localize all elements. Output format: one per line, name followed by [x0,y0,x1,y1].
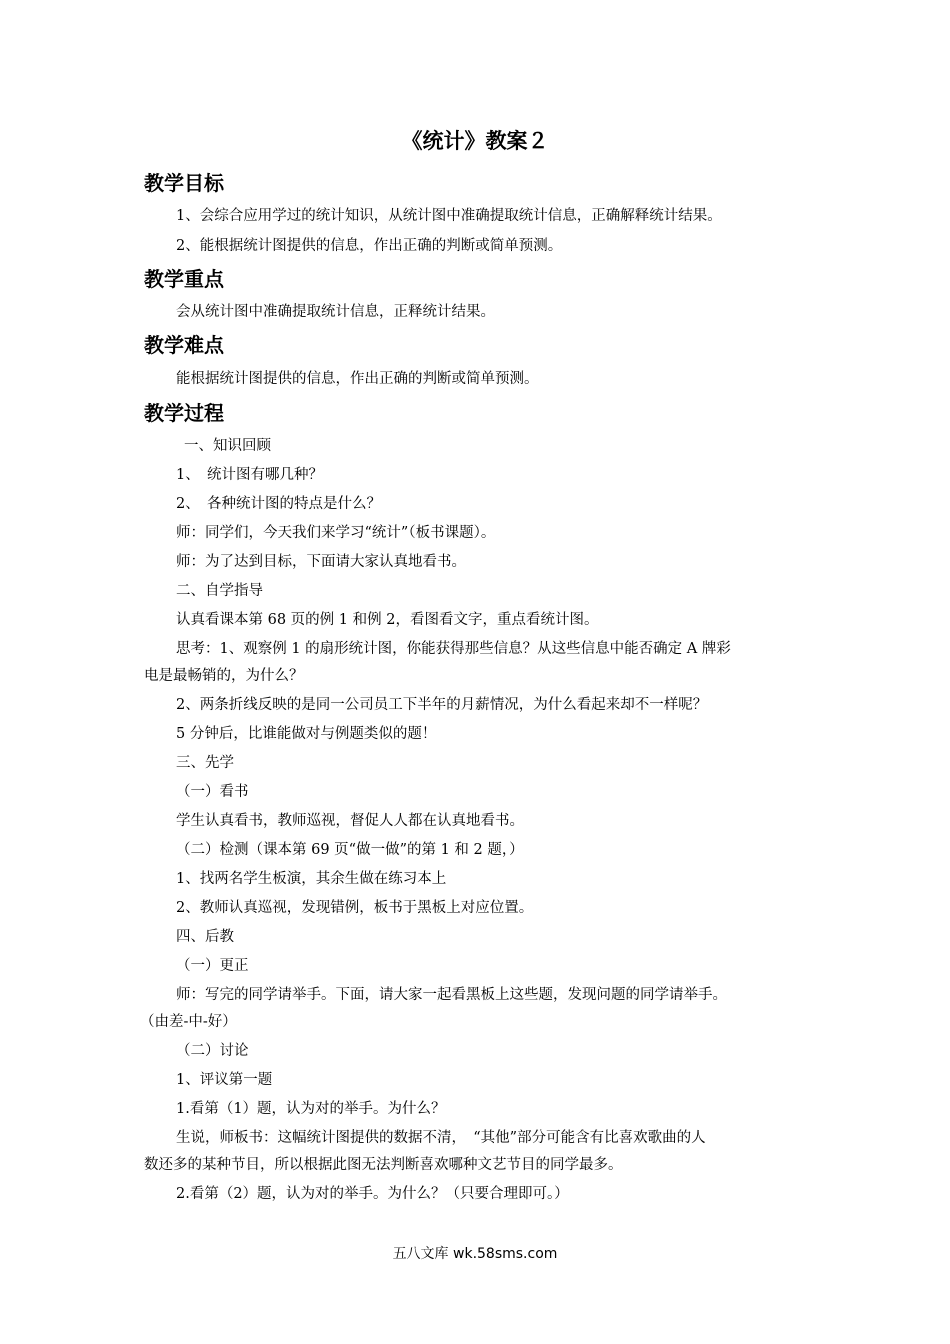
process-line: 1、找两名学生板演，其余生做在练习本上 [176,871,447,887]
process-line: 学生认真看书，教师巡视，督促人人都在认真地看书。 [176,813,524,829]
difficulties-text: 能根据统计图提供的信息，作出正确的判断或简单预测。 [176,371,539,387]
process-line: 1.看第（1）题，认为对的举手。为什么？ [176,1101,446,1117]
process-line: （二）讨论 [176,1043,249,1059]
process-line: 2、 各种统计图的特点是什么？ [176,496,381,512]
heading-process: 教学过程 [144,401,224,425]
process-line: 三、先学 [176,755,234,771]
process-line: 数还多的某种节目，所以根据此图无法判断喜欢哪种文艺节目的同学最多。 [144,1157,623,1173]
footer-watermark: 五八文库 wk.58sms.com [392,1246,558,1262]
process-line: 2、两条折线反映的是同一公司员工下半年的月薪情况，为什么看起来却不一样呢？ [176,697,708,713]
process-line: （由差-中-好） [140,1014,237,1030]
process-line: 师：写完的同学请举手。下面，请大家一起看黑板上这些题，发现问题的同学请举手。 [176,987,727,1003]
process-line: 认真看课本第 68 页的例 1 和例 2，看图看文字，重点看统计图。 [176,612,599,628]
process-line: （一）看书 [176,784,249,800]
process-line: 5 分钟后，比谁能做对与例题类似的题！ [176,726,437,742]
process-line: 电是最畅销的，为什么？ [144,668,304,684]
process-line: 一、知识回顾 [184,438,271,454]
process-line: 2.看第（2）题，认为对的举手。为什么？（只要合理即可。） [176,1186,569,1202]
process-line: （一）更正 [176,958,249,974]
process-line: 思考：1、观察例 1 的扇形统计图，你能获得那些信息？从这些信息中能否确定 A 牌彩 [176,641,731,657]
heading-difficulties: 教学难点 [144,333,224,357]
process-line: （二）检测（课本第 69 页“做一做”的第 1 和 2 题，） [176,842,524,858]
process-line: 师：同学们，今天我们来学习“统计”（板书课题）。 [176,525,496,541]
objective-item-2: 2、能根据统计图提供的信息，作出正确的判断或简单预测。 [176,238,563,254]
process-line: 二、自学指导 [176,583,263,599]
process-line: 师：为了达到目标，下面请大家认真地看书。 [176,554,466,570]
process-line: 1、评议第一题 [176,1072,273,1088]
process-line: 生说，师板书：这幅统计图提供的数据不清， “其他”部分可能含有比喜欢歌曲的人 [176,1130,706,1146]
heading-objectives: 教学目标 [144,171,224,195]
heading-key-points: 教学重点 [144,267,224,291]
process-line: 2、教师认真巡视，发现错例，板书于黑板上对应位置。 [176,900,534,916]
key-points-text: 会从统计图中准确提取统计信息，正释统计结果。 [176,304,495,320]
document-title: 《统计》教案２ [401,129,549,153]
objective-item-1: 1、会综合应用学过的统计知识，从统计图中准确提取统计信息，正确解释统计结果。 [176,208,722,224]
process-line: 四、后教 [176,929,234,945]
process-line: 1、 统计图有哪几种？ [176,467,323,483]
